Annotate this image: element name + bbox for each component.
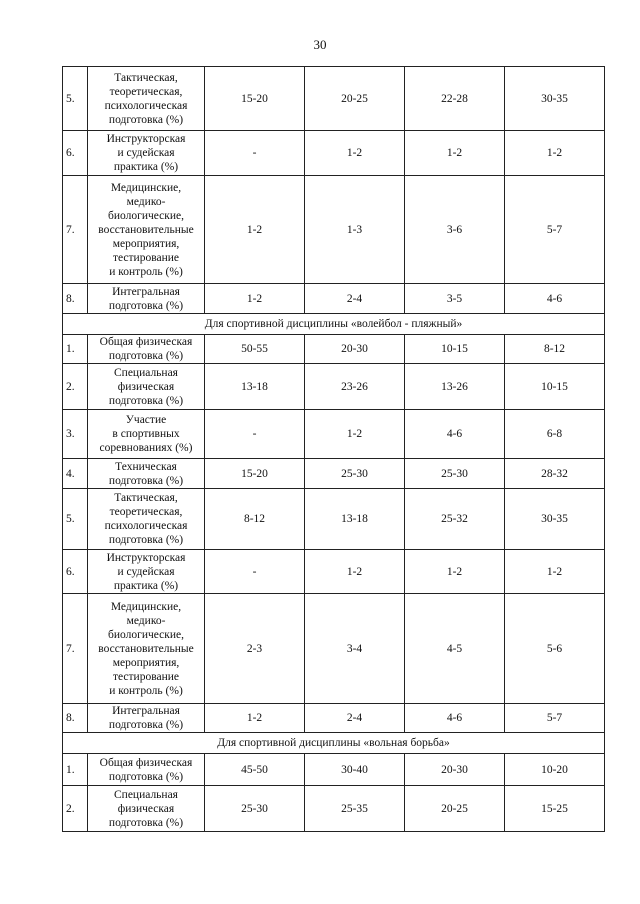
stage-value-4: 15-25 xyxy=(505,786,605,832)
training-type: Общая физическая подготовка (%) xyxy=(88,754,205,786)
stage-value-3: 4-5 xyxy=(405,594,505,704)
training-type: Интегральная подготовка (%) xyxy=(88,704,205,733)
stage-value-1: 45-50 xyxy=(205,754,305,786)
training-type: Общая физическая подготовка (%) xyxy=(88,335,205,364)
row-number: 3. xyxy=(63,410,88,459)
training-type: Специальная физическая подготовка (%) xyxy=(88,786,205,832)
stage-value-1: - xyxy=(205,410,305,459)
table-row xyxy=(63,459,605,489)
stage-value-2: 20-30 xyxy=(305,335,405,364)
stage-value-1: - xyxy=(205,131,305,176)
training-type: Медицинские, медико- биологические, восстановительные мероприятия, тестирование и контроль (%) xyxy=(88,594,205,704)
stage-value-2: 1-3 xyxy=(305,176,405,284)
training-plan-table xyxy=(62,66,605,832)
stage-value-3: 3-6 xyxy=(405,176,505,284)
section-title: Для спортивной дисциплины «волейбол - пляжный» xyxy=(63,314,605,335)
stage-value-4: 8-12 xyxy=(505,335,605,364)
stage-value-3: 25-32 xyxy=(405,489,505,550)
stage-value-2: 2-4 xyxy=(305,704,405,733)
stage-value-3: 1-2 xyxy=(405,550,505,594)
stage-value-1: 15-20 xyxy=(205,459,305,489)
training-type: Инструкторская и судейская практика (%) xyxy=(88,550,205,594)
stage-value-1: 13-18 xyxy=(205,364,305,410)
stage-value-3: 20-25 xyxy=(405,786,505,832)
training-type: Техническая подготовка (%) xyxy=(88,459,205,489)
stage-value-3: 4-6 xyxy=(405,704,505,733)
row-number: 4. xyxy=(63,459,88,489)
stage-value-4: 28-32 xyxy=(505,459,605,489)
row-number: 1. xyxy=(63,754,88,786)
row-number: 7. xyxy=(63,594,88,704)
stage-value-1: 8-12 xyxy=(205,489,305,550)
stage-value-2: 2-4 xyxy=(305,284,405,314)
table-row xyxy=(63,594,605,704)
table-row xyxy=(63,67,605,131)
section-title: Для спортивной дисциплины «вольная борьба» xyxy=(63,733,605,754)
table-body xyxy=(63,67,605,832)
training-type: Инструкторская и судейская практика (%) xyxy=(88,131,205,176)
row-number: 2. xyxy=(63,364,88,410)
table-row xyxy=(63,704,605,733)
stage-value-4: 5-6 xyxy=(505,594,605,704)
stage-value-4: 10-15 xyxy=(505,364,605,410)
stage-value-3: 4-6 xyxy=(405,410,505,459)
stage-value-4: 6-8 xyxy=(505,410,605,459)
stage-value-4: 10-20 xyxy=(505,754,605,786)
training-type: Участие в спортивных соревнованиях (%) xyxy=(88,410,205,459)
stage-value-4: 1-2 xyxy=(505,550,605,594)
stage-value-2: 1-2 xyxy=(305,131,405,176)
stage-value-1: 1-2 xyxy=(205,704,305,733)
stage-value-1: - xyxy=(205,550,305,594)
stage-value-3: 13-26 xyxy=(405,364,505,410)
stage-value-2: 20-25 xyxy=(305,67,405,131)
stage-value-1: 15-20 xyxy=(205,67,305,131)
stage-value-2: 3-4 xyxy=(305,594,405,704)
table-row xyxy=(63,176,605,284)
training-type: Специальная физическая подготовка (%) xyxy=(88,364,205,410)
table-row xyxy=(63,364,605,410)
stage-value-1: 25-30 xyxy=(205,786,305,832)
row-number: 6. xyxy=(63,550,88,594)
stage-value-3: 25-30 xyxy=(405,459,505,489)
section-header-row xyxy=(63,314,605,335)
stage-value-3: 1-2 xyxy=(405,131,505,176)
stage-value-2: 30-40 xyxy=(305,754,405,786)
row-number: 2. xyxy=(63,786,88,832)
table-row xyxy=(63,754,605,786)
table-row xyxy=(63,410,605,459)
table-row xyxy=(63,284,605,314)
stage-value-4: 30-35 xyxy=(505,489,605,550)
stage-value-3: 20-30 xyxy=(405,754,505,786)
table-row xyxy=(63,550,605,594)
stage-value-1: 1-2 xyxy=(205,176,305,284)
row-number: 6. xyxy=(63,131,88,176)
row-number: 5. xyxy=(63,489,88,550)
stage-value-1: 2-3 xyxy=(205,594,305,704)
stage-value-2: 1-2 xyxy=(305,550,405,594)
page-number: 30 xyxy=(313,37,327,52)
stage-value-3: 10-15 xyxy=(405,335,505,364)
table-row xyxy=(63,131,605,176)
training-type: Тактическая, теоретическая, психологическая подготовка (%) xyxy=(88,489,205,550)
training-type: Медицинские, медико- биологические, восстановительные мероприятия, тестирование и контроль (%) xyxy=(88,176,205,284)
table-row xyxy=(63,786,605,832)
table-row xyxy=(63,335,605,364)
training-type: Интегральная подготовка (%) xyxy=(88,284,205,314)
stage-value-3: 3-5 xyxy=(405,284,505,314)
stage-value-2: 25-35 xyxy=(305,786,405,832)
training-type: Тактическая, теоретическая, психологическая подготовка (%) xyxy=(88,67,205,131)
stage-value-4: 30-35 xyxy=(505,67,605,131)
stage-value-1: 1-2 xyxy=(205,284,305,314)
stage-value-1: 50-55 xyxy=(205,335,305,364)
stage-value-4: 4-6 xyxy=(505,284,605,314)
row-number: 5. xyxy=(63,67,88,131)
section-header-row xyxy=(63,733,605,754)
row-number: 8. xyxy=(63,704,88,733)
stage-value-4: 5-7 xyxy=(505,176,605,284)
stage-value-2: 23-26 xyxy=(305,364,405,410)
stage-value-4: 1-2 xyxy=(505,131,605,176)
row-number: 7. xyxy=(63,176,88,284)
stage-value-2: 25-30 xyxy=(305,459,405,489)
row-number: 1. xyxy=(63,335,88,364)
table-row xyxy=(63,489,605,550)
row-number: 8. xyxy=(63,284,88,314)
stage-value-3: 22-28 xyxy=(405,67,505,131)
stage-value-2: 13-18 xyxy=(305,489,405,550)
stage-value-2: 1-2 xyxy=(305,410,405,459)
stage-value-4: 5-7 xyxy=(505,704,605,733)
